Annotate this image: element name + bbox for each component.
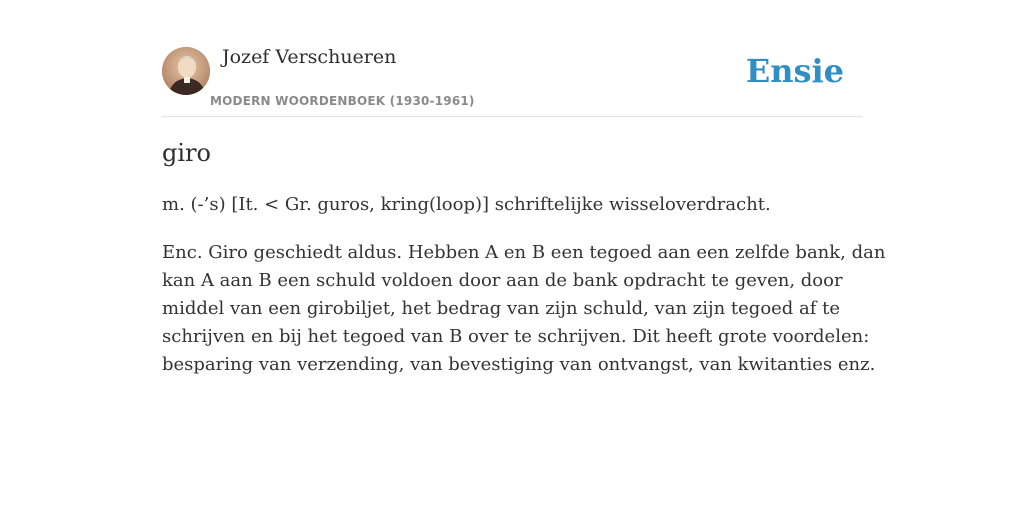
encyclopedic-line: besparing van verzending, van bevestiging van ontvangst, van kwitanties enz. (162, 354, 876, 375)
ensie-logo[interactable]: Ensie (745, 52, 844, 90)
headword: giro (162, 139, 211, 167)
author-avatar[interactable] (162, 47, 210, 95)
encyclopedic-line: schrijven en bij het tegoed van B over te schrijven. Dit heeft grote voordelen: (162, 326, 870, 347)
definition-text: m. (-’s) [It. < Gr. guros, kring(loop)] schriftelijke wisseloverdracht. (162, 194, 771, 215)
author-portrait-icon (162, 47, 210, 95)
encyclopedic-line: middel van een girobiljet, het bedrag van zijn schuld, van zijn tegoed af te (162, 298, 841, 319)
encyclopedic-line: kan A aan B een schuld voldoen door aan de bank opdracht te geven, door (162, 270, 843, 291)
encyclopedic-line: Enc. Giro geschiedt aldus. Hebben A en B een tegoed aan een zelfde bank, dan (162, 242, 886, 263)
header (162, 44, 862, 117)
author-name[interactable]: Jozef Verschueren (222, 46, 397, 68)
source-label: MODERN WOORDENBOEK (1930-1961) (210, 94, 475, 108)
encyclopedic-text (162, 239, 886, 379)
